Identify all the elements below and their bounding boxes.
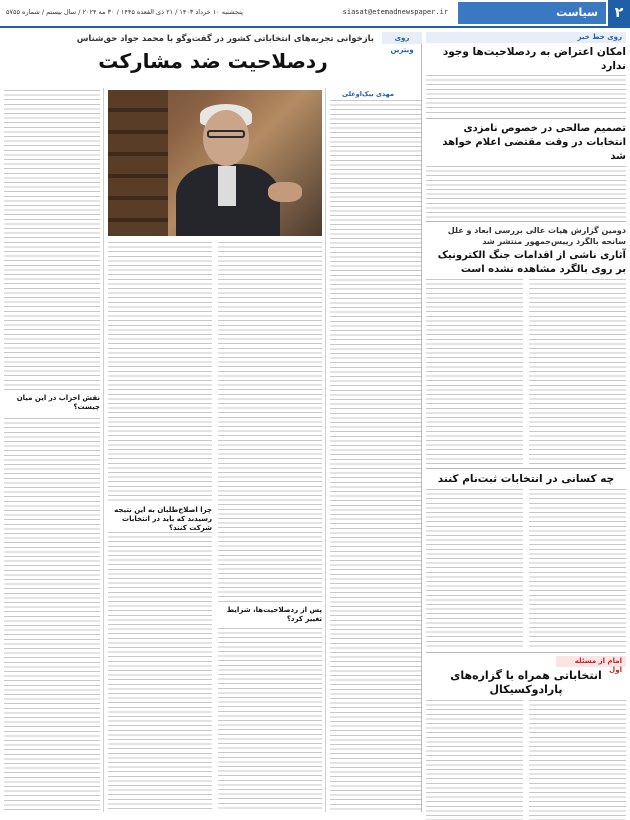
story-body bbox=[426, 489, 626, 649]
interview-kicker: روی ویترین bbox=[382, 32, 422, 44]
page-header bbox=[0, 0, 630, 28]
interviewee-photo bbox=[108, 90, 322, 236]
interview-body bbox=[108, 532, 212, 812]
interview-body bbox=[108, 242, 212, 502]
story-headline: امکان اعتراض به ردصلاحیت‌ها وجود ندارد bbox=[442, 46, 626, 72]
news-kicker: روی خط خبر bbox=[426, 32, 626, 43]
section-label: سیاست bbox=[458, 2, 606, 24]
column-divider bbox=[325, 88, 326, 812]
story-headline: آثاری ناشی از اقدامات جنگ الکترونیک بر روی بالگرد مشاهده نشده است bbox=[437, 250, 626, 275]
story-headline: تصمیم صالحی در خصوص نامزدی انتخابات در وقت مقتضی اعلام خواهد شد bbox=[442, 123, 626, 162]
interview-subtitle: بازخوانی تجربه‌های انتخاباتی کشور در گفت‌وگو با محمد جواد حق‌شناس bbox=[76, 34, 374, 44]
story-headline: چه کسانی در انتخابات ثبت‌نام کنند bbox=[437, 473, 615, 485]
interview-body bbox=[4, 418, 100, 812]
news-column bbox=[426, 32, 626, 812]
interview-title: ردصلاحیت ضد مشارکت bbox=[98, 49, 328, 73]
news-kicker: امام از مسئله اول bbox=[556, 656, 626, 667]
interview-section bbox=[4, 32, 422, 812]
story-body bbox=[426, 75, 626, 115]
interview-body bbox=[218, 628, 322, 812]
interview-question: چرا اصلاح‌طلبان به این نتیجه رسیدند که باید در انتخابات شرکت کنند؟ bbox=[114, 506, 212, 532]
story-kicker: دومین گزارش هیات عالی بررسی ابعاد و علل سانحه بالگرد رییس‌جمهور منتشر شد bbox=[447, 226, 626, 246]
interview-body bbox=[330, 100, 422, 812]
story-body bbox=[426, 166, 626, 218]
divider bbox=[426, 652, 626, 653]
interview-question: پس از ردصلاحیت‌ها، شرایط تغییر کرد؟ bbox=[226, 606, 322, 623]
story-headline: انتخاباتی همراه با گزاره‌های پارادوکسیکال bbox=[450, 669, 602, 696]
interview-question: نقش احزاب در این میان چیست؟ bbox=[16, 394, 100, 411]
site-email[interactable]: siasat@etemadnewspaper.ir bbox=[342, 8, 448, 16]
story-body bbox=[426, 279, 626, 465]
issue-info: پنجشنبه ۱۰ خرداد ۱۴۰۳ / ۲۱ ذی القعده ۱۴۴۵ / ۳۰ مه ۲۰۲۴ / سال بیستم / شماره ۵۷۵۵ bbox=[6, 8, 243, 16]
interview-body bbox=[218, 242, 322, 602]
story-body bbox=[426, 700, 626, 820]
divider bbox=[426, 118, 626, 119]
author-name: مهدی بیک‌اوغلی bbox=[342, 90, 394, 98]
divider bbox=[426, 468, 626, 469]
column-divider bbox=[103, 88, 104, 812]
divider bbox=[426, 221, 626, 222]
interview-body bbox=[4, 90, 100, 390]
page-number: ۲ bbox=[608, 0, 630, 26]
